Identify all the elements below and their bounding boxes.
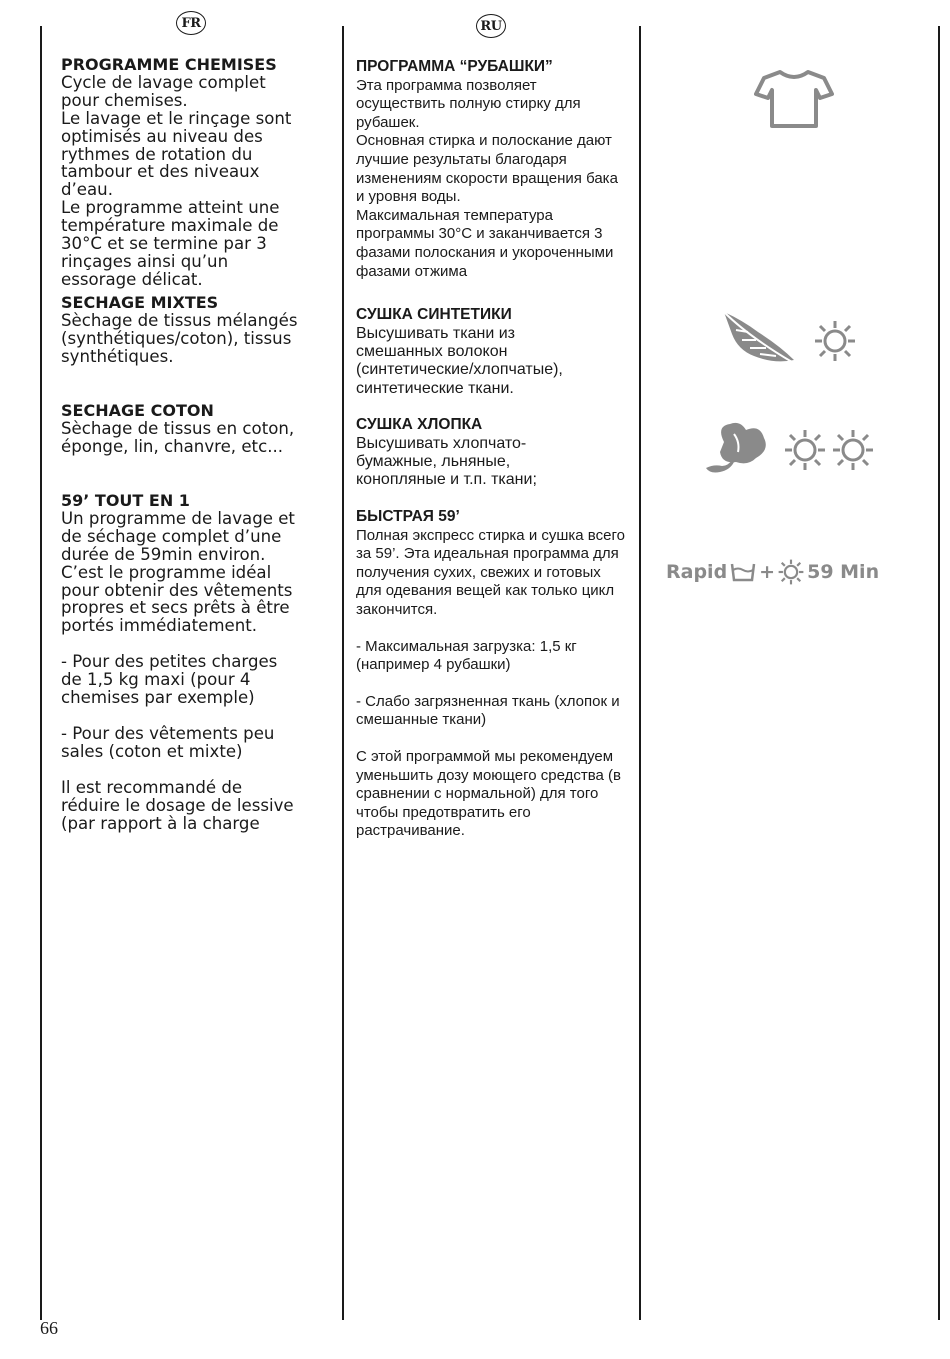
- ru-text-rekomenduem: С этой программой мы рекомендуем уменьшить дозу моющего средства (в сравнении с нормальной) для того чтобы предотвратить его растрачивание.: [356, 747, 621, 840]
- rapid-label-suffix: 59 Min: [807, 561, 880, 583]
- fr-section-chemises: [61, 56, 329, 294]
- fr-text-charges: - Pour des petites charges de 1,5 kg maxi (pour 4 chemises par exemple): [61, 652, 278, 708]
- ru-text-zagruzka: - Максимальная загрузка: 1,5 кг (например 4 рубашки): [356, 637, 577, 674]
- sun-icon: [814, 320, 856, 362]
- wash-tub-icon: [730, 562, 756, 582]
- ru-heading-bystraya: БЫСТРАЯ 59’: [356, 508, 460, 525]
- rapid-label-plus: +: [759, 561, 776, 583]
- fr-text-peu-sales: - Pour des vêtements peu sales (coton et mixte): [61, 723, 275, 761]
- ru-text-rubashki: Эта программа позволяет осуществить полную стирку для рубашек. Основная стирка и полоскание дают лучшие результаты благодаря изменениям скорости вращения бака и уровня воды. Максимальная температура программы 30°C и заканчивается 3 фазами полоскания и укороченными фазами отжима: [356, 76, 618, 280]
- column-divider-left: [40, 26, 42, 1320]
- rapid-59-min-label: [666, 558, 879, 586]
- ru-heading-sushka-sintetiki: СУШКА СИНТЕТИКИ: [356, 306, 512, 323]
- ru-heading-sushka-hlopka: СУШКА ХЛОПКА: [356, 416, 483, 433]
- sun-icon: [832, 429, 874, 471]
- column-divider-right: [639, 26, 641, 1320]
- ru-section-bystraya: [356, 508, 636, 841]
- fr-section-sechage-coton: [61, 402, 329, 492]
- ru-section-sushka-sintetiki: [356, 306, 636, 416]
- cotton-flower-icon: [704, 420, 770, 478]
- language-badge-fr: FR: [176, 11, 206, 35]
- fr-section-sechage-mixtes: [61, 294, 329, 402]
- rapid-label-prefix: Rapid: [666, 561, 728, 583]
- fr-heading-tout-en-1: 59’ TOUT EN 1: [61, 491, 190, 510]
- fr-section-tout-en-1: [61, 492, 329, 833]
- shirt-icon: [754, 68, 834, 130]
- sun-icon: [784, 429, 826, 471]
- fr-text-lessive: Il est recommandé de réduire le dosage de lessive (par rapport à la charge: [61, 777, 294, 833]
- fr-text-sechage-mixtes: Sèchage de tissus mélangés (synthétiques/coton), tissus synthétiques.: [61, 310, 298, 366]
- fr-heading-sechage-mixtes: SECHAGE MIXTES: [61, 293, 219, 312]
- fr-heading-chemises: PROGRAMME CHEMISES: [61, 55, 277, 74]
- fr-heading-sechage-coton: SECHAGE COTON: [61, 401, 214, 420]
- fr-text-tout-en-1: Un programme de lavage et de séchage complet d’une durée de 59min environ. C’est le programme idéal pour obtenir des vêtements propres et secs prêts à être portés immédiatement.: [61, 508, 295, 636]
- ru-text-sushka-sintetiki: Высушивать ткани из смешанных волокон (синтетические/хлопчатые), синтетические ткани.: [356, 324, 563, 397]
- ru-heading-rubashki: ПРОГРАММА “РУБАШКИ”: [356, 58, 553, 75]
- russian-column: [356, 58, 636, 841]
- fr-text-sechage-coton: Sèchage de tissus en coton, éponge, lin, chanvre, etc...: [61, 418, 295, 456]
- french-column: [61, 56, 329, 833]
- column-divider-middle: [342, 26, 344, 1320]
- feather-icon: [718, 310, 798, 370]
- sun-icon: [778, 559, 804, 585]
- ru-section-rubashki: [356, 58, 636, 306]
- page-number: 66: [40, 1318, 58, 1338]
- fr-text-chemises: Cycle de lavage complet pour chemises. Le lavage et le rinçage sont optimisés au niveau des rythmes de rotation du tambour et des niveaux d’eau. Le programme atteint une température maximale de 30°C et se termine par 3 rinçages ainsi qu’un essorage délicat.: [61, 72, 292, 289]
- ru-text-tkan: - Слабо загрязненная ткань (хлопок и смешанные ткани): [356, 692, 620, 729]
- ru-section-sushka-hlopka: [356, 416, 636, 508]
- ru-text-sushka-hlopka: Высушивать хлопчато- бумажные, льняные, конопляные и т.п. ткани;: [356, 434, 537, 489]
- ru-text-bystraya: Полная экспресс стирка и сушка всего за 59’. Эта идеальная программа для получения сухих, свежих и готовых для одевания вещей как только цикл закончится.: [356, 526, 625, 618]
- column-divider-edge: [938, 26, 940, 1320]
- language-badge-ru: RU: [476, 14, 506, 38]
